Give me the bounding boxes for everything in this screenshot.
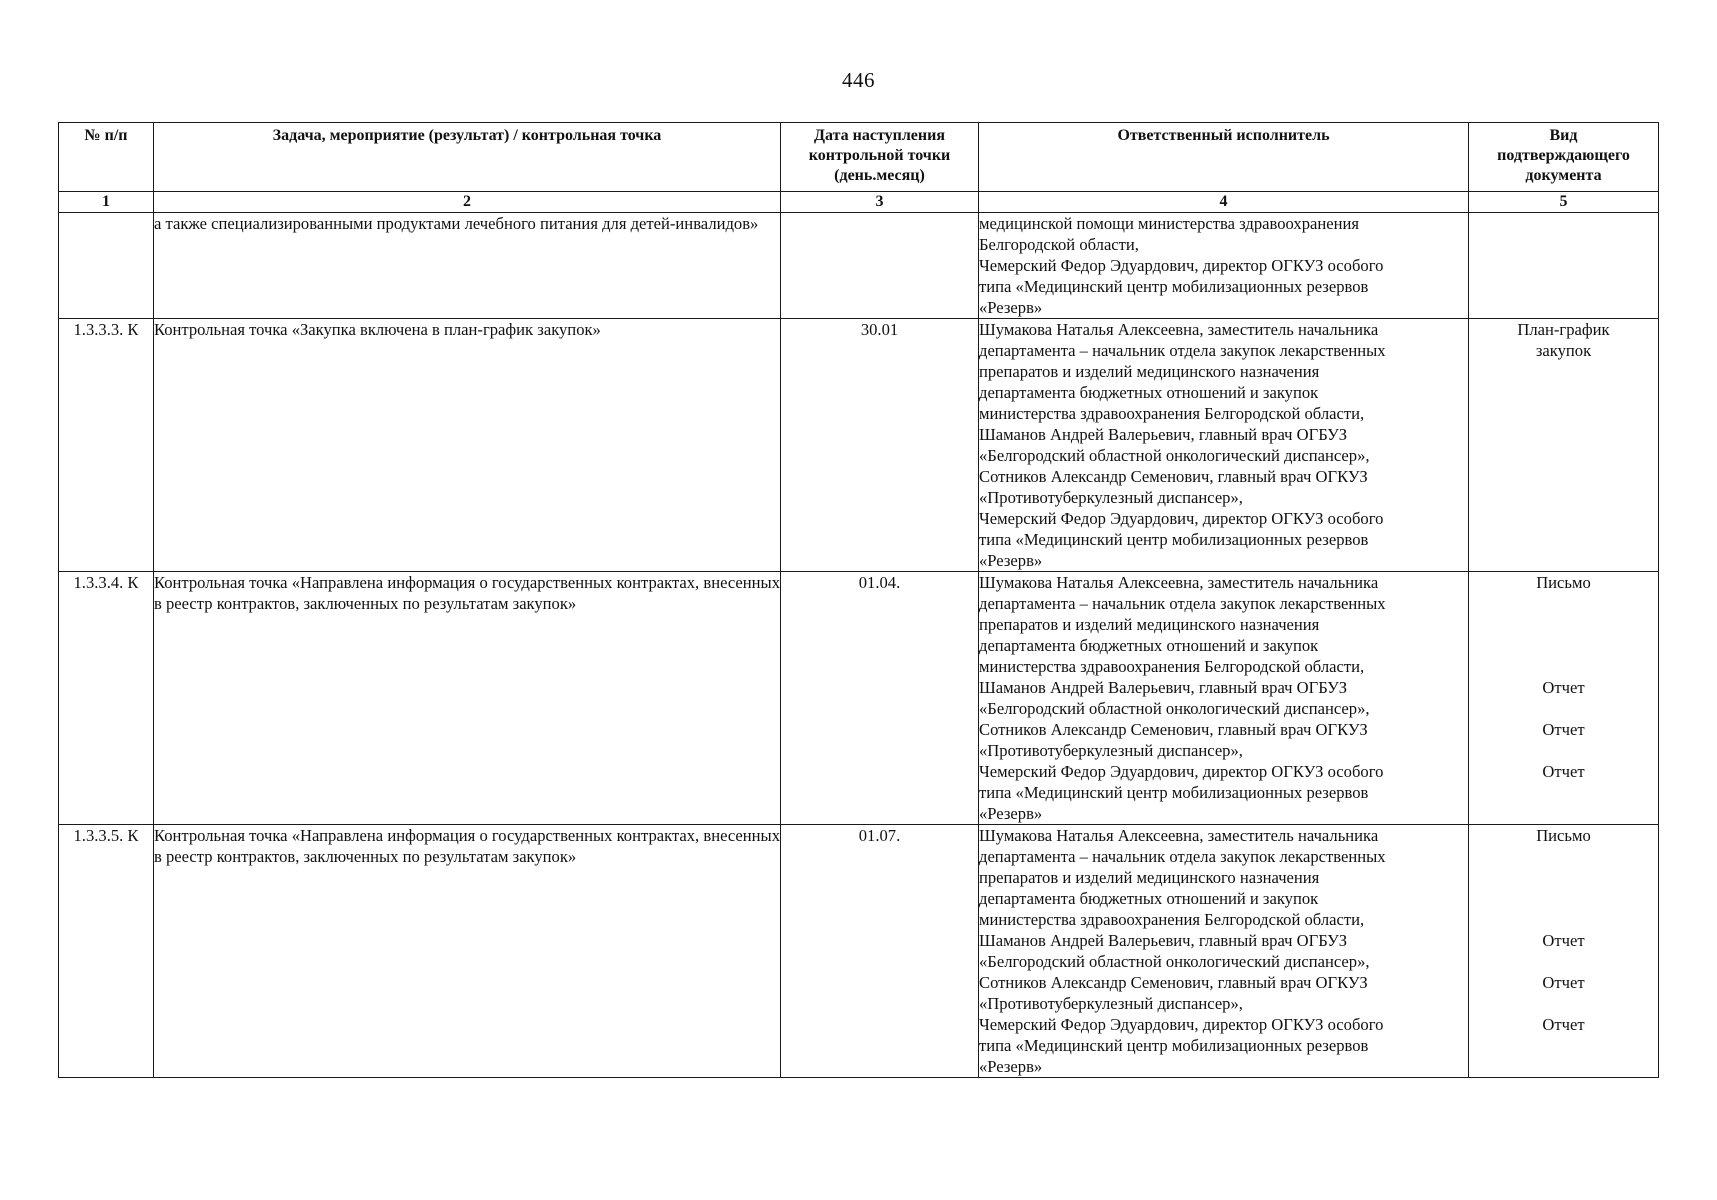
executor-line: министерства здравоохранения Белгородской области, bbox=[979, 404, 1365, 423]
executor-line: препаратов и изделий медицинского назначения bbox=[979, 615, 1320, 634]
document-type bbox=[1469, 361, 1658, 382]
executor-line: Чемерский Федор Эдуардович, директор ОГКУЗ особого bbox=[979, 1015, 1384, 1034]
header-document-line: Вид bbox=[1549, 127, 1578, 144]
document-type bbox=[1469, 529, 1658, 550]
row-task: а также специализированными продуктами лечебного питания для детей-инвалидов» bbox=[154, 213, 781, 319]
header-executor: Ответственный исполнитель bbox=[979, 123, 1469, 192]
document-type bbox=[1469, 698, 1658, 719]
document-type bbox=[1469, 255, 1658, 276]
header-date-line: контрольной точки bbox=[808, 147, 951, 164]
row-number: 1.3.3.4. К bbox=[59, 572, 154, 825]
executor-line: Белгородской области, bbox=[979, 235, 1139, 254]
document-type: Отчет bbox=[1542, 720, 1585, 739]
document-type bbox=[1469, 782, 1658, 803]
executor-line: «Резерв» bbox=[979, 298, 1043, 317]
executor-line: «Белгородский областной онкологический диспансер», bbox=[979, 699, 1370, 718]
header-date bbox=[781, 123, 979, 192]
row-date: 01.04. bbox=[781, 572, 979, 825]
executor-line: медицинской помощи министерства здравоохранения bbox=[979, 214, 1360, 233]
row-executor bbox=[979, 213, 1469, 319]
table-row bbox=[59, 319, 1659, 572]
column-number-row bbox=[59, 192, 1659, 213]
row-date: 30.01 bbox=[781, 319, 979, 572]
table-row bbox=[59, 825, 1659, 1078]
executor-line: типа «Медицинский центр мобилизационных резервов bbox=[979, 277, 1369, 296]
row-date bbox=[781, 213, 979, 319]
row-task: Контрольная точка «Закупка включена в план-график закупок» bbox=[154, 319, 781, 572]
document-type: Отчет bbox=[1542, 1015, 1585, 1034]
row-executor bbox=[979, 825, 1469, 1078]
row-date: 01.07. bbox=[781, 825, 979, 1078]
document-type bbox=[1469, 466, 1658, 487]
document-type bbox=[1469, 951, 1658, 972]
executor-line: типа «Медицинский центр мобилизационных резервов bbox=[979, 783, 1369, 802]
document-type bbox=[1469, 635, 1658, 656]
header-document bbox=[1469, 123, 1659, 192]
header-document-line: подтверждающего bbox=[1497, 147, 1630, 164]
document-type bbox=[1469, 614, 1658, 635]
table-row bbox=[59, 572, 1659, 825]
executor-line: Шаманов Андрей Валерьевич, главный врач ОГБУЗ bbox=[979, 931, 1348, 950]
document-type bbox=[1469, 993, 1658, 1014]
document-type bbox=[1469, 803, 1658, 824]
row-task: Контрольная точка «Направлена информация о государственных контрактах, внесенных в реестр контрактов, заключенных по результатам закупок» bbox=[154, 572, 781, 825]
header-date-line: (день.месяц) bbox=[834, 167, 925, 184]
column-number: 3 bbox=[781, 192, 979, 213]
row-task: Контрольная точка «Направлена информация о государственных контрактах, внесенных в реестр контрактов, заключенных по результатам закупок» bbox=[154, 825, 781, 1078]
executor-line: Шумакова Наталья Алексеевна, заместитель начальника bbox=[979, 826, 1379, 845]
executor-line: департамента – начальник отдела закупок лекарственных bbox=[979, 341, 1386, 360]
document-type bbox=[1469, 382, 1658, 403]
document-type bbox=[1469, 213, 1658, 234]
document-type bbox=[1469, 445, 1658, 466]
row-document bbox=[1469, 825, 1659, 1078]
document-type bbox=[1469, 276, 1658, 297]
document-type bbox=[1469, 1035, 1658, 1056]
document-type: закупок bbox=[1535, 341, 1592, 360]
document-type bbox=[1469, 593, 1658, 614]
row-number: 1.3.3.3. К bbox=[59, 319, 154, 572]
document-type bbox=[1469, 888, 1658, 909]
table-body bbox=[59, 213, 1659, 1078]
executor-line: Шумакова Наталья Алексеевна, заместитель начальника bbox=[979, 573, 1379, 592]
executor-line: Чемерский Федор Эдуардович, директор ОГКУЗ особого bbox=[979, 509, 1384, 528]
document-type bbox=[1469, 740, 1658, 761]
executor-line: департамента бюджетных отношений и закупок bbox=[979, 636, 1319, 655]
document-type bbox=[1469, 403, 1658, 424]
executor-line: Шаманов Андрей Валерьевич, главный врач ОГБУЗ bbox=[979, 678, 1348, 697]
executor-line: департамента бюджетных отношений и закупок bbox=[979, 889, 1319, 908]
document-type: Отчет bbox=[1542, 973, 1585, 992]
row-number: 1.3.3.5. К bbox=[59, 825, 154, 1078]
document-type bbox=[1469, 1056, 1658, 1077]
executor-line: департамента – начальник отдела закупок лекарственных bbox=[979, 594, 1386, 613]
executor-line: Шумакова Наталья Алексеевна, заместитель начальника bbox=[979, 320, 1379, 339]
row-executor bbox=[979, 319, 1469, 572]
executor-line: типа «Медицинский центр мобилизационных резервов bbox=[979, 1036, 1369, 1055]
document-type bbox=[1469, 234, 1658, 255]
executor-line: Чемерский Федор Эдуардович, директор ОГКУЗ особого bbox=[979, 256, 1384, 275]
executor-line: «Белгородский областной онкологический диспансер», bbox=[979, 952, 1370, 971]
executor-line: Сотников Александр Семенович, главный врач ОГКУЗ bbox=[979, 720, 1368, 739]
document-type bbox=[1469, 550, 1658, 571]
document-type bbox=[1469, 297, 1658, 318]
executor-line: Шаманов Андрей Валерьевич, главный врач ОГБУЗ bbox=[979, 425, 1348, 444]
executor-line: «Резерв» bbox=[979, 804, 1043, 823]
document-type: План-график bbox=[1517, 320, 1610, 339]
table-row bbox=[59, 213, 1659, 319]
document-type bbox=[1469, 909, 1658, 930]
executor-line: Сотников Александр Семенович, главный врач ОГКУЗ bbox=[979, 467, 1368, 486]
executor-line: препаратов и изделий медицинского назначения bbox=[979, 362, 1320, 381]
document-type: Письмо bbox=[1536, 573, 1591, 592]
executor-line: министерства здравоохранения Белгородской области, bbox=[979, 657, 1365, 676]
executor-line: «Резерв» bbox=[979, 551, 1043, 570]
executor-line: «Белгородский областной онкологический диспансер», bbox=[979, 446, 1370, 465]
document-type bbox=[1469, 508, 1658, 529]
column-number: 4 bbox=[979, 192, 1469, 213]
executor-line: департамента бюджетных отношений и закупок bbox=[979, 383, 1319, 402]
executor-line: Чемерский Федор Эдуардович, директор ОГКУЗ особого bbox=[979, 762, 1384, 781]
document-type: Отчет bbox=[1542, 762, 1585, 781]
header-date-line: Дата наступления bbox=[813, 127, 945, 144]
executor-line: «Противотуберкулезный диспансер», bbox=[979, 488, 1243, 507]
header-task: Задача, мероприятие (результат) / контрольная точка bbox=[154, 123, 781, 192]
page-number: 446 bbox=[842, 68, 875, 92]
row-document bbox=[1469, 213, 1659, 319]
column-number: 2 bbox=[154, 192, 781, 213]
executor-line: департамента – начальник отдела закупок лекарственных bbox=[979, 847, 1386, 866]
executor-line: министерства здравоохранения Белгородской области, bbox=[979, 910, 1365, 929]
row-document bbox=[1469, 572, 1659, 825]
row-executor bbox=[979, 572, 1469, 825]
document-type bbox=[1469, 487, 1658, 508]
executor-line: Сотников Александр Семенович, главный врач ОГКУЗ bbox=[979, 973, 1368, 992]
document-type: Отчет bbox=[1542, 678, 1585, 697]
document-type bbox=[1469, 867, 1658, 888]
document-type: Отчет bbox=[1542, 931, 1585, 950]
column-number: 5 bbox=[1469, 192, 1659, 213]
row-document bbox=[1469, 319, 1659, 572]
document-type bbox=[1469, 656, 1658, 677]
plan-table bbox=[58, 122, 1659, 1078]
executor-line: «Противотуберкулезный диспансер», bbox=[979, 994, 1243, 1013]
table-header-row bbox=[59, 123, 1659, 192]
executor-line: «Противотуберкулезный диспансер», bbox=[979, 741, 1243, 760]
row-number bbox=[59, 213, 154, 319]
executor-line: препаратов и изделий медицинского назначения bbox=[979, 868, 1320, 887]
executor-line: «Резерв» bbox=[979, 1057, 1043, 1076]
header-number: № п/п bbox=[59, 123, 154, 192]
column-number: 1 bbox=[59, 192, 154, 213]
document-type bbox=[1469, 424, 1658, 445]
document-type bbox=[1469, 846, 1658, 867]
header-document-line: документа bbox=[1525, 167, 1602, 184]
executor-line: типа «Медицинский центр мобилизационных резервов bbox=[979, 530, 1369, 549]
document-type: Письмо bbox=[1536, 826, 1591, 845]
